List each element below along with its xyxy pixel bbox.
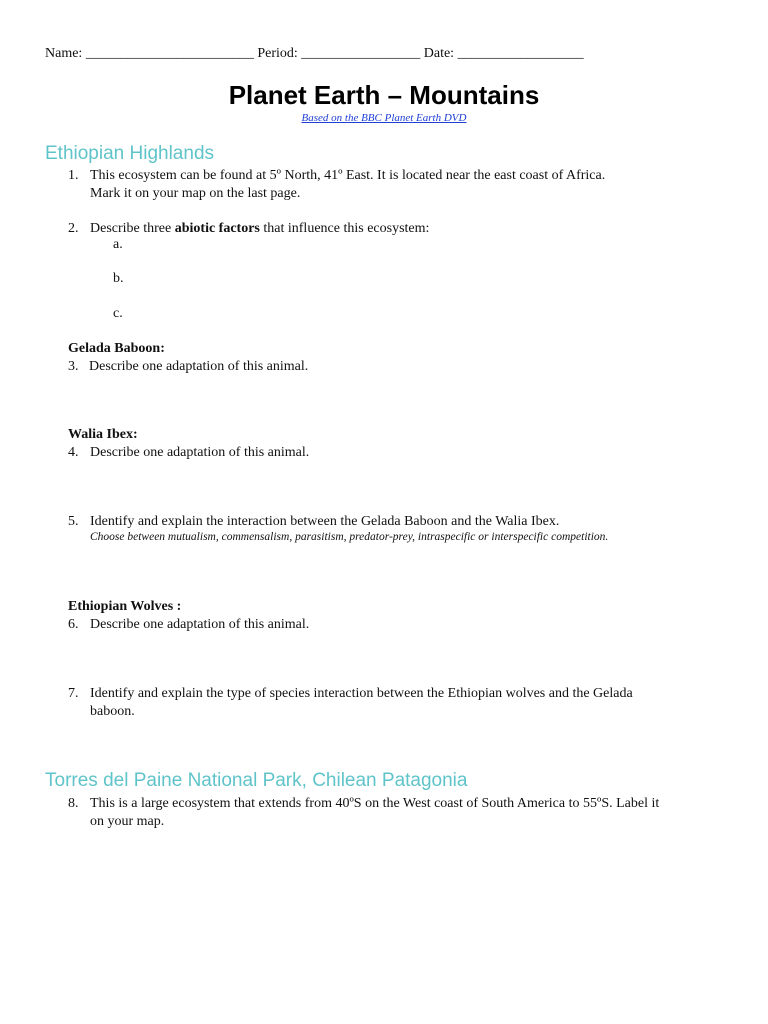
question-text: Describe one adaptation of this animal.	[89, 359, 309, 374]
question-number: 6.	[68, 617, 79, 632]
question-1	[0, 167, 768, 203]
question-number: 3.	[68, 359, 79, 374]
name-period-date-line: Name: ________________________ Period: _________________ Date: __________________	[45, 46, 584, 61]
question-text-bold: abiotic factors	[174, 221, 260, 236]
question-number: 4.	[68, 445, 79, 460]
question-number: 5.	[68, 514, 79, 529]
question-number: 2.	[68, 221, 79, 236]
answer-option-c: c.	[113, 306, 123, 321]
question-number: 7.	[68, 686, 79, 701]
answer-option-b: b.	[113, 271, 124, 286]
question-text-pre: Describe three	[90, 221, 175, 236]
question-text-line-2: baboon.	[90, 704, 135, 719]
section-heading-torres-del-paine: Torres del Paine National Park, Chilean Patagonia	[45, 770, 468, 791]
question-text: Describe one adaptation of this animal.	[90, 617, 310, 632]
answer-option-a: a.	[113, 237, 123, 252]
source-link[interactable]: Based on the BBC Planet Earth DVD	[301, 112, 467, 124]
question-number: 8.	[68, 796, 79, 811]
question-text-line-1: This is a large ecosystem that extends from 40ºS on the West coast of South America to 55ºS. Label it	[90, 796, 660, 811]
question-2	[0, 220, 768, 238]
question-text-line-1: Identify and explain the type of species interaction between the Ethiopian wolves and the Gelada	[90, 686, 633, 701]
question-text: Identify and explain the interaction between the Gelada Baboon and the Walia Ibex.	[90, 514, 560, 529]
question-text-line-1: This ecosystem can be found at 5º North, 41º East. It is located near the east coast of Africa.	[90, 168, 606, 183]
question-text	[90, 220, 429, 238]
page-title: Planet Earth – Mountains	[228, 80, 540, 110]
question-3	[0, 358, 768, 376]
question-5	[0, 513, 768, 531]
question-8	[0, 795, 768, 831]
question-text: Describe one adaptation of this animal.	[90, 445, 310, 460]
question-6	[0, 616, 768, 634]
section-heading-ethiopian-highlands: Ethiopian Highlands	[45, 143, 215, 164]
question-7	[0, 685, 768, 721]
subheading-ethiopian-wolves: Ethiopian Wolves :	[68, 599, 182, 614]
question-text-post: that influence this ecosystem:	[259, 221, 430, 236]
question-5-hint: Choose between mutualism, commensalism, parasitism, predator-prey, intraspecific or interspecific competition.	[90, 531, 609, 543]
subheading-walia-ibex: Walia Ibex:	[68, 427, 138, 442]
question-text-line-2: Mark it on your map on the last page.	[90, 186, 301, 201]
question-4	[0, 444, 768, 462]
question-text-line-2: on your map.	[90, 814, 165, 829]
question-number: 1.	[68, 168, 79, 183]
subheading-gelada-baboon: Gelada Baboon:	[68, 341, 165, 356]
